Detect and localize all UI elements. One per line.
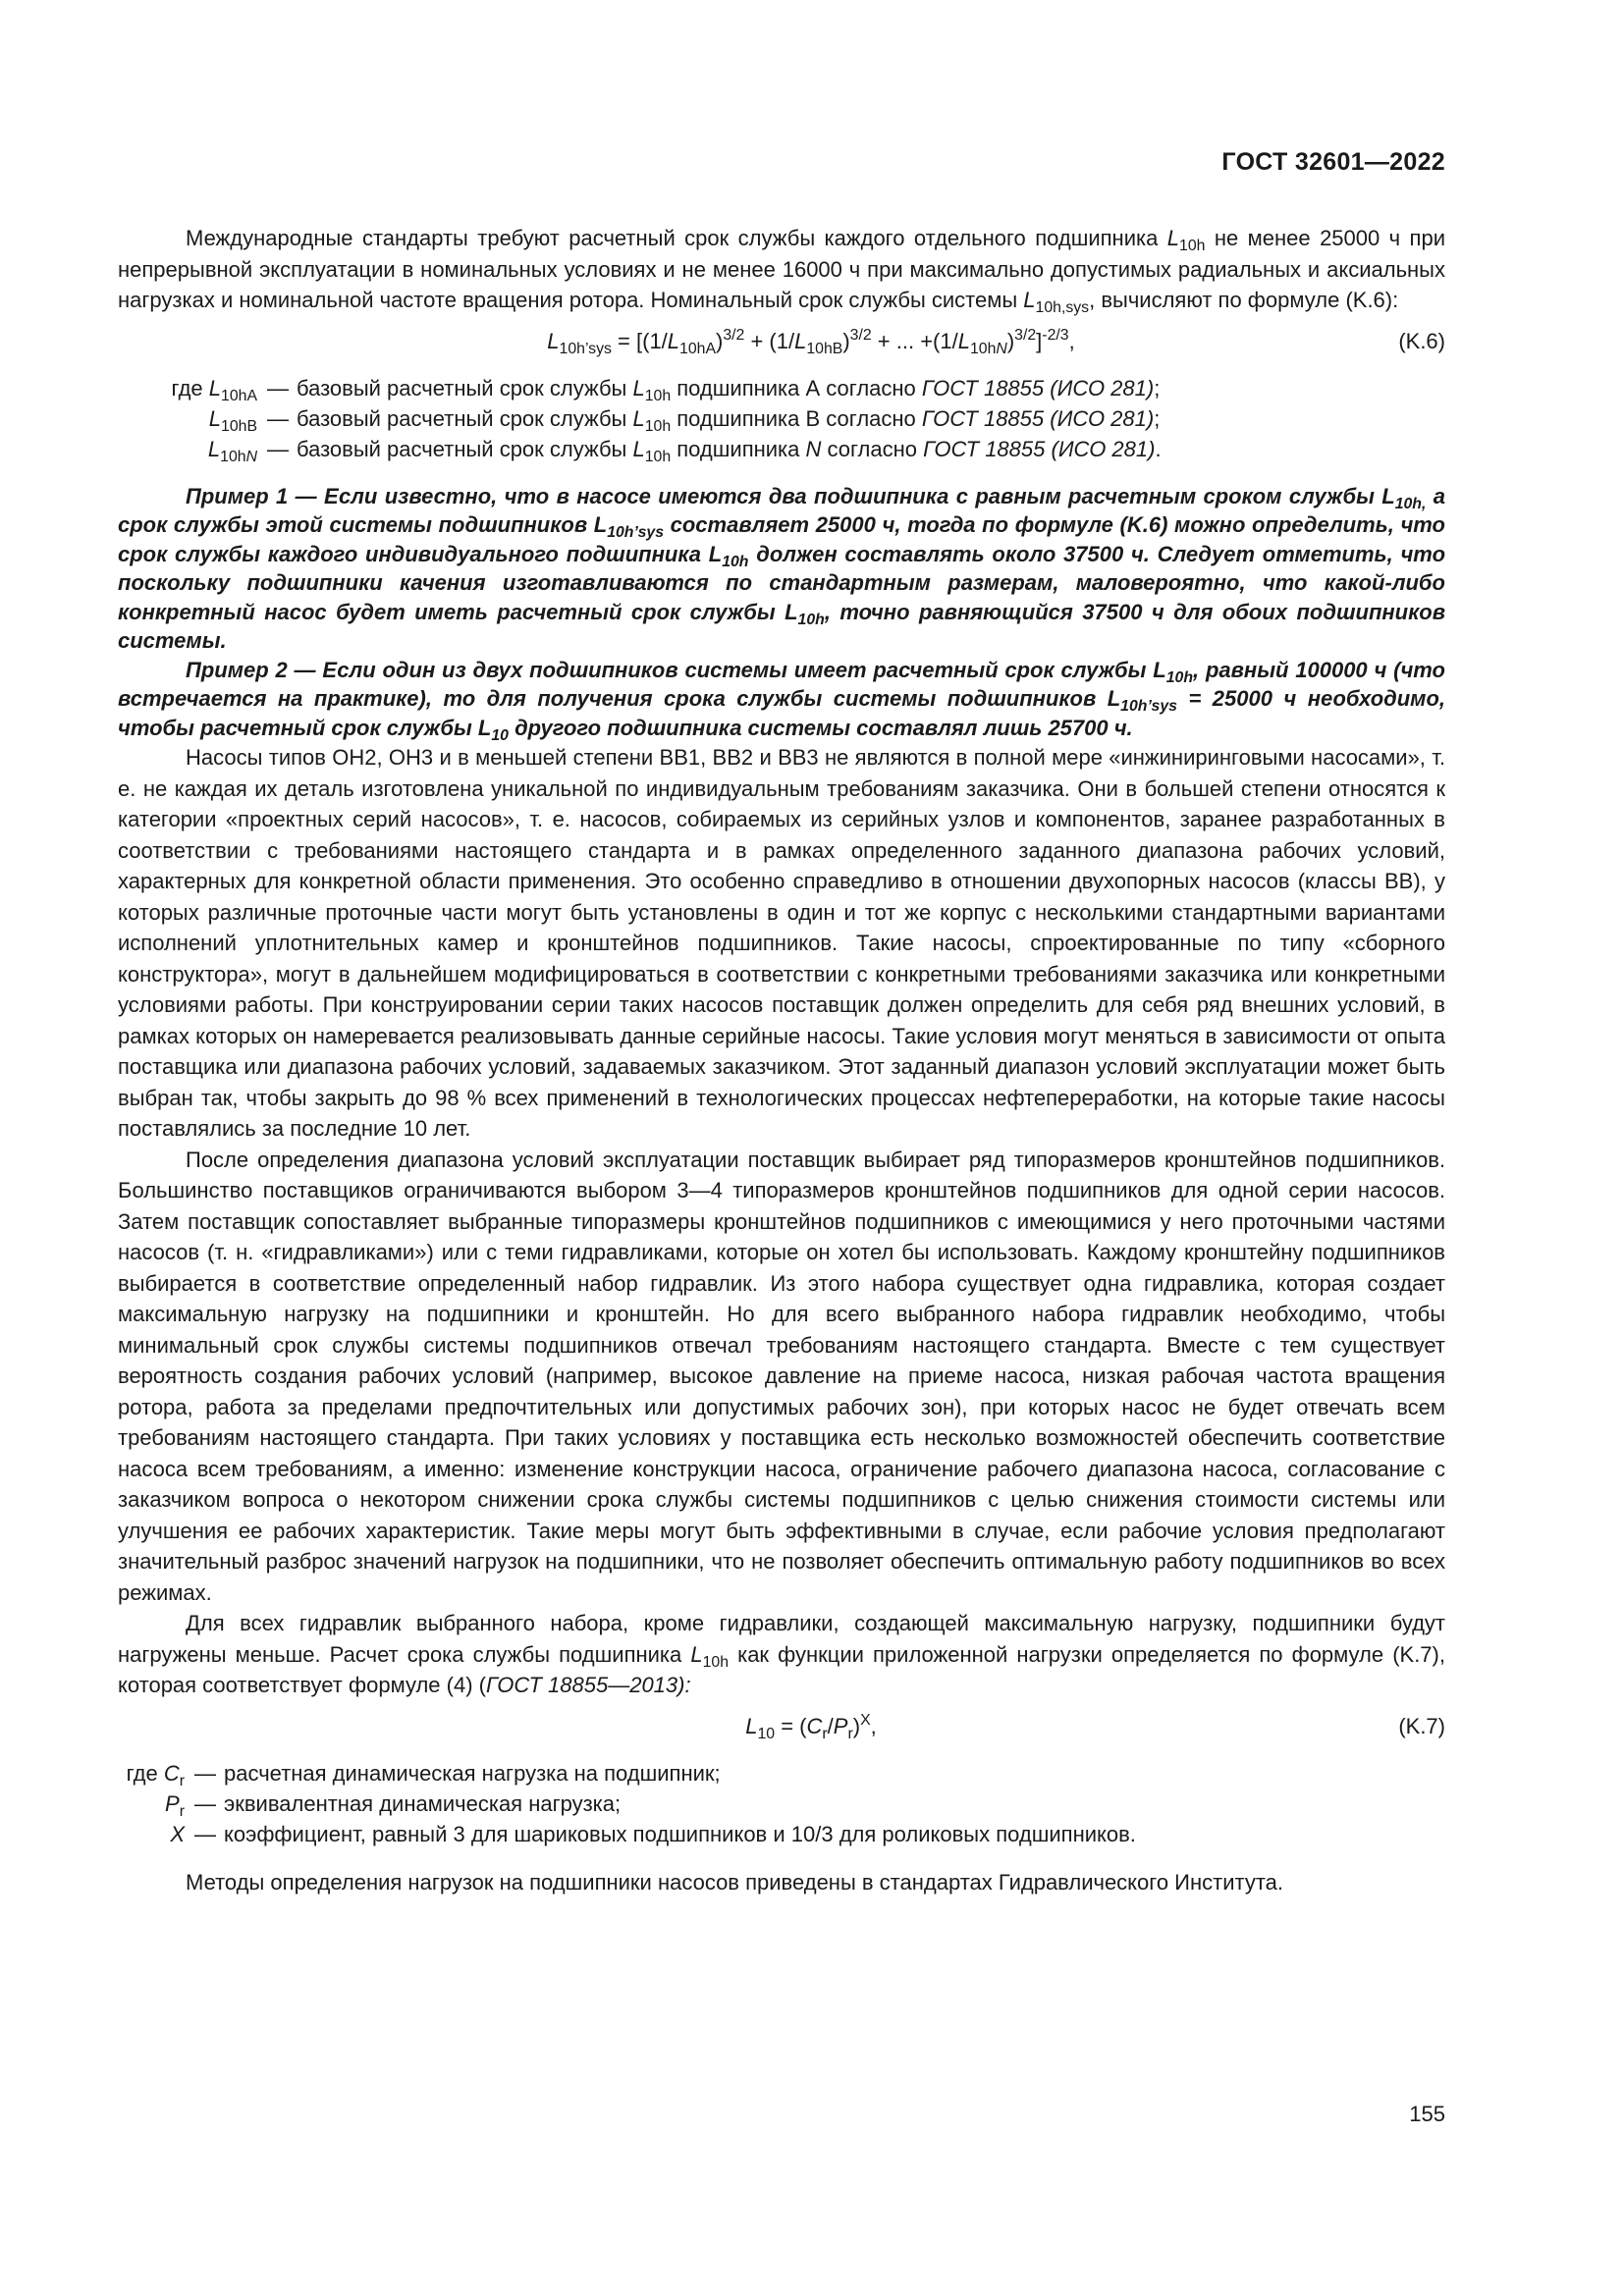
page-content [118,223,1445,1897]
definitions-k7 [118,1758,1445,1849]
paragraph-methods: Методы определения нагрузок на подшипники насосов приведены в стандартах Гидравлического Института. [186,1869,1284,1895]
formula-k6-number: (K.6) [1398,328,1445,353]
definition-item: X — коэффициент, равный 3 для шариковых подшипников и 10/3 для роликовых подшипников. [170,1821,1136,1846]
definitions-k6 [118,373,1445,464]
example-1: Пример 1 — Если известно, что в насосе имеются два подшипника с равным расчетным сроком службы $L_{10h,}$ а срок службы этой системы подшипников $L_{10h’sys}$ составляет 25000 ч, тогда по формуле (K.6) можно определить, что срок службы каждого индивидуального подшипника $L_{10h}$ должен составлять около 37500 ч. Следует отметить, что поскольку подшипники качения изготавливаются по стандартным размерам, маловероятно, что какой-либо конкретный насос будет иметь расчетный срок службы $L_{10h}$, точно равняющийся 37500 ч для обоих подшипников системы. [118,483,1446,653]
paragraph-pump-types: Насосы типов ОН2, ОН3 и в меньшей степени ВВ1, ВВ2 и ВВ3 не являются в полной мере «инжиниринговыми насосами», т. е. не каждая их деталь изготовлена уникальной по индивидуальным требованиям заказчика. Они в большей степени относятся к категории «проектных серий насосов», т. е. насосов, собираемых из серийных узлов и компонентов, заранее разработанных в соответствии с требованиями настоящего стандарта и в рамках определенного заданного диапазона рабочих условий, характерных для конкретной области применения. Это особенно справедливо в отношении двухопорных насосов (классы ВВ), у которых различные проточные части могут быть установлены в один и тот же корпус с несколькими стандартными вариантами исполнений уплотнительных камер и кронштейнов подшипников. Такие насосы, спроектированные по типу «сборного конструктора», могут в дальнейшем модифицироваться в соответствии с конкретными требованиями заказчика или конкретными условиями работы. При конструировании серии таких насосов поставщик должен определить для себя ряд внешних условий, в рамках которых он намеревается реализовывать данные серийные насосы. Такие условия могут меняться в зависимости от опыта поставщика или диапазона рабочих условий, задаваемых заказчиком. Этот заданный диапазон условий эксплуатации может быть выбран так, чтобы закрыть до 98 % всех применений в технологических процессах нефтепереработки, на которые такие насосы поставлялись за последние 10 лет. [118,745,1445,1141]
paragraph-load-calc: Для всех гидравлик выбранного набора, кроме гидравлики, создающей максимальную нагрузку, подшипники будут нагружены меньше. Расчет срока службы подшипника $L_{10h}$ как функции приложенной нагрузки определяется по формуле (K.7), которая соответствует формуле (4) (ГОСТ 18855—2013): [118,1611,1445,1697]
formula-k7 [118,1711,1445,1744]
definition-item: где $L_{10hA}$ — базовый расчетный срок службы $L_{10h}$ подшипника А согласно ГОСТ 18855 (ИСО 281); [171,375,1161,404]
standard-header: ГОСТ 32601—2022 [1221,148,1445,176]
definition-item: $L_{10hB}$ — базовый расчетный срок службы $L_{10h}$ подшипника В согласно ГОСТ 18855 (ИСО 281); [208,405,1161,435]
formula-k6-expression: $L_{10h’sys} = [(1/L_{10hA})^{3/2} + (1/L_{10hB})^{3/2}$ + ... $+(1/L_{10hN})^{3/2}]^{-2/3}$, [547,326,1075,357]
definition-item: где $C_r$ — расчетная динамическая нагрузка на подшипник; [126,1760,721,1789]
definition-item: $L_{10hN}$ — базовый расчетный срок службы $L_{10h}$ подшипника N согласно ГОСТ 18855 (ИСО 281). [207,436,1162,465]
formula-k6 [118,326,1445,359]
formula-k7-number: (K.7) [1398,1713,1445,1738]
formula-k7-expression: $L_{10} = (C_r/P_r)^X$, [745,1711,877,1742]
paragraph-intro: Международные стандарты требуют расчетный срок службы каждого отдельного подшипника $L_{10h}$ не менее 25000 ч при непрерывной эксплуатации в номинальных условиях и не менее 16000 ч при максимально допустимых радиальных и аксиальных нагрузках и номинальной частоте вращения ротора. Номинальный срок службы системы $L_{10h,sys}$, вычисляют по формуле (K.6): [118,226,1445,316]
paragraph-bearing-selection: После определения диапазона условий эксплуатации поставщик выбирает ряд типоразмеров кронштейнов подшипников. Большинство поставщиков ограничиваются выбором 3—4 типоразмеров кронштейнов подшипников для одной серии насосов. Затем поставщик сопоставляет выбранные типоразмеры кронштейнов подшипников с имеющимися у него проточными частями насосов (т. н. «гидравликами») или с теми гидравликами, которые он хотел бы использовать. Каждому кронштейну подшипников выбирается в соответствие определенный набор гидравлик. Из этого набора существует одна гидравлика, которая создает максимальную нагрузку на подшипники и кронштейн. Но для всего выбранного набора гидравлик необходимо, чтобы минимальный срок службы системы подшипников отвечал требованиям настоящего стандарта. Вместе с тем существует вероятность создания рабочих условий (например, высокое давление на приеме насоса, низкая рабочая частота вращения ротора, работа за пределами предпочтительных или допустимых рабочих зон), при которых насос не будет отвечать всем требованиям настоящего стандарта. При таких условиях у поставщика есть несколько возможностей обеспечить соответствие насоса всем требованиям, а именно: изменение конструкции насоса, ограничение рабочего диапазона насоса, согласование с заказчиком вопроса о некотором снижении срока службы системы подшипников с целью снижения стоимости системы или улучшения ее рабочих характеристик. Такие меры могут быть эффективными в случае, если рабочие условия предполагают значительный разброс значений нагрузок на подшипники, что не позволяет обеспечить оптимальную работу подшипников во всех режимах. [118,1147,1445,1605]
page-number: 155 [1409,2102,1445,2126]
definition-item: $P_r$ — эквивалентная динамическая нагрузка; [165,1790,622,1820]
example-2: Пример 2 — Если один из двух подшипников системы имеет расчетный срок службы $L_{10h}$, равный 100000 ч (что встречается на практике), то для получения срока службы системы подшипников $L_{10h’sys} = 25000$ ч необходимо, чтобы расчетный срок службы $L_{10}$ другого подшипника системы составлял лишь 25700 ч. [118,657,1446,744]
